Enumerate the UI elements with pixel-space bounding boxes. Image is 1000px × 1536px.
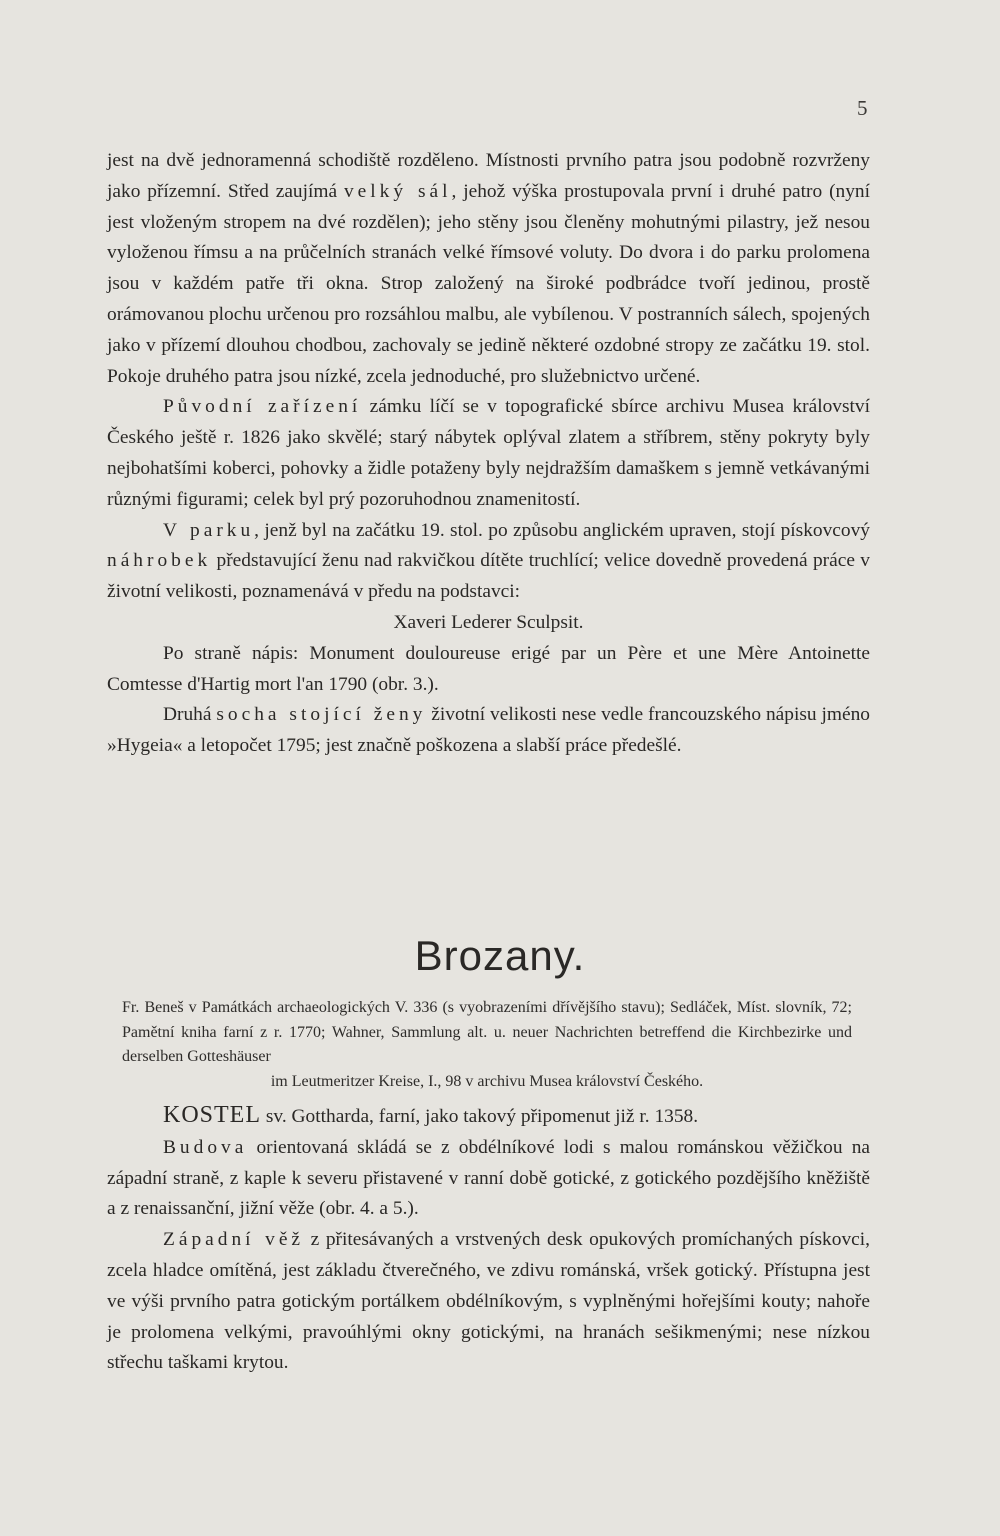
- text-run: představující ženu nad rakvičkou dítěte truchlící; velice dovedně provedená práce v životní velikosti, poznamenává v předu na podstavci:: [107, 550, 870, 603]
- text-run: , jenž byl na začátku 19. stol. po způsobu anglickém upraven, stojí pískovcový: [254, 519, 870, 541]
- paragraph-5: Po straně nápis: Monument douloureuse erigé par un Père et une Mère Antoinette Comtesse d'Hartig mort l'an 1790 (obr. 3.).: [107, 642, 870, 695]
- church-section: [107, 1100, 870, 1379]
- spaced-term: Budova: [163, 1136, 248, 1158]
- text-run: , jehož výška prostupovala první i druhé patro (nyní jest vloženým stropem na dvé rozdělen); jeho stěny jsou členěny mohutnými pilastry, jež nesou vyloženou římsu a na průčelních stranách velké římsové voluty. Do dvora i do parku prolomena jsou v každém patře tři okna. Strop založený na široké podbrádce tvoří jedinou, prostě orámovanou plochu určenou pro rozsáhlou malbu, ale vybílenou. V postranních sálech, spojených jako v přízemí dlouhou chodbou, zachovaly se jedině některé ozdobné stropy ze začátku 19. stol. Pokoje druhého patra jsou nízké, zcela jednoduché, pro služebnictvo určené.: [107, 180, 871, 387]
- text-run: Druhá: [163, 704, 217, 726]
- bibliography: [122, 996, 852, 1094]
- text-run: z přitesávaných a vrstvených desk opukových promíchaných pískovci, zcela hladce omítěná, jest základu čtverečného, ve zdivu románská, vršek gotický. Přístupna jest ve výši prvního patra gotickým portálkem obdélníkovým, s vyplněnými hořejšími kouty; nahoře je prolomena velkými, pravoúhlými okny gotickými, na hranách sešikmenými; nese nízkou střechu taškami krytou.: [107, 1229, 870, 1374]
- page-number: 5: [857, 96, 868, 120]
- bibliography-last-line: im Leutmeritzer Kreise, I., 98 v archivu Musea království Českého.: [270, 1072, 704, 1090]
- text-run: zámku líčí se v topografické sbírce archivu Musea království Českého ještě r. 1826 jako skvělé; starý nábytek oplýval zlatem a stříbrem, stěny pokryty byly nejbohatšími koberci, pohovky a židle potaženy byly nejdražším damaškem s jemně vetkávanými různými figurami; celek byl prý pozoruhodnou znamenitostí.: [107, 396, 870, 510]
- bibliography-main: Fr. Beneš v Památkách archaeologických V. 336 (s vyobrazeními dřívějšího stavu); Sedláček, Míst. slovník, 72; Pamětní kniha farní z r. 1770; Wahner, Sammlung alt. u. neuer Nachrichten betreffend die Kirchbezirke und derselben Gotteshäuser: [122, 999, 852, 1066]
- spaced-term: náhrobek: [107, 550, 212, 572]
- body-text: [107, 146, 870, 762]
- kostel-word: KOSTEL: [163, 1102, 261, 1128]
- paragraph-3: [107, 516, 870, 608]
- text-run: jest na dvě jednoramenná schodiště rozděleno. Místnosti prvního patra jsou podobně rozvrženy jako přízemní. Střed zaujímá: [107, 150, 870, 202]
- text-run: životní velikosti nese vedle francouzského nápisu jméno »Hygeia« a letopočet 1795; jest značně poškozena a slabší práce předešlé.: [107, 704, 870, 757]
- paragraph-1: [107, 146, 870, 392]
- church-paragraph-1: [107, 1100, 870, 1133]
- text-run: sv. Gottharda, farní, jako takový připomenut již r. 1358.: [261, 1106, 699, 1127]
- section-heading: Brozany.: [414, 932, 586, 979]
- sculptor-inscription: Xaveri Lederer Sculpsit.: [393, 611, 584, 633]
- paragraph-2: [107, 392, 870, 515]
- text-run: orientovaná skládá se z obdélníkové lodi s malou románskou věžičkou na západní straně, z kaple k severu přistavené v ranní době gotické, z gotického pozdějšího kněžiště a z renaissanční, jižní věže (obr. 4. a 5.).: [107, 1136, 870, 1220]
- church-paragraph-3: [107, 1225, 870, 1379]
- spaced-term: velký sál: [343, 180, 452, 202]
- spaced-term: V parku: [163, 519, 255, 541]
- spaced-term: socha stojící ženy: [216, 704, 427, 726]
- church-paragraph-2: [107, 1133, 870, 1225]
- paragraph-6: [107, 700, 870, 762]
- spaced-term: Západní věž: [163, 1229, 305, 1251]
- spaced-term: Původní zařízení: [163, 396, 362, 418]
